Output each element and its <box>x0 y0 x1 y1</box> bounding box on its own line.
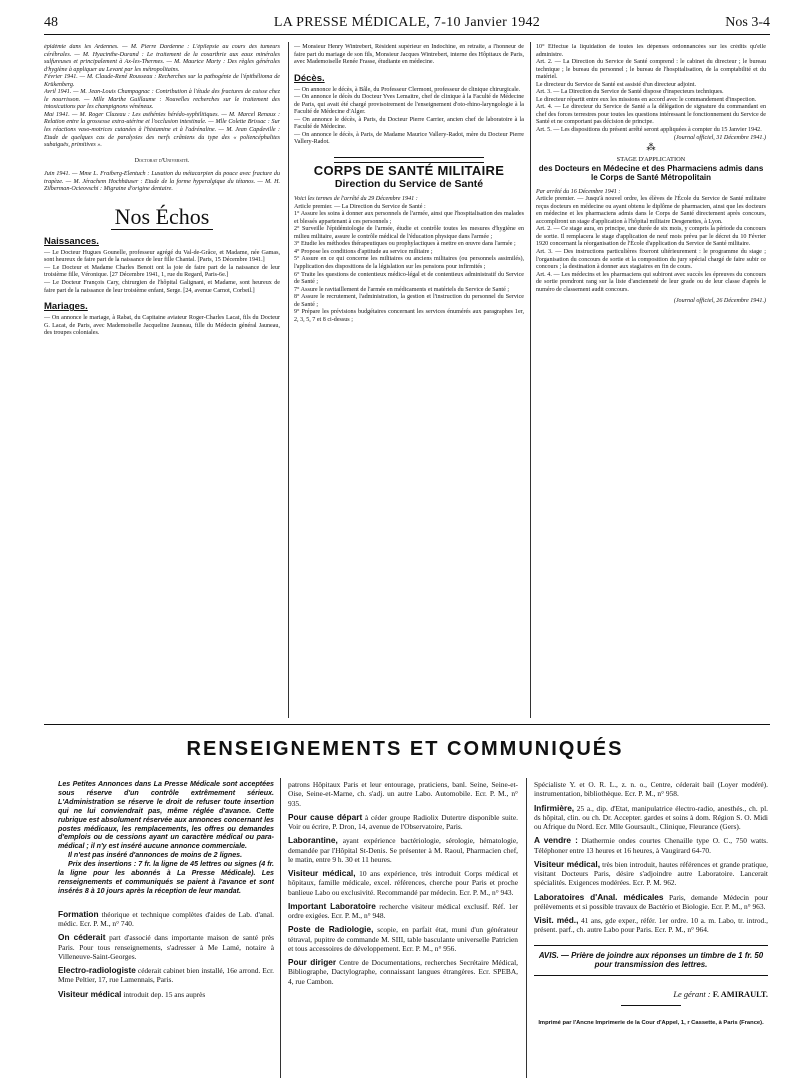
classified-ad: Visit. méd., 41 ans, gde exper., référ. 1er ordre. 10 a. m. Labo, tr. introd., présent. parf., ch. autre Labo pour Paris. Ecr. P. M., n° 964. <box>534 915 768 935</box>
ads-column-3 <box>534 780 768 1080</box>
stage-title: STAGE D'APPLICATION <box>616 155 686 163</box>
announcement: — On annonce le décès du Docteur Yves Lemaitre, chef de clinique à la Faculté de Médecine de Paris, qui avait été chargé provisoirement de l'enseignement d'oto-rhino-laryngologie à la Faculté de Médecine d'Alger. <box>294 94 524 116</box>
asterism: ⁂ <box>646 142 656 153</box>
ads-intro: Il n'est pas inséré d'annonces de moins de 2 lignes. <box>68 851 243 860</box>
imprint: Imprimé par l'Ancne Imprimerie de la Cour d'Appel, 1, r Cassette, à Paris (France). <box>538 1019 764 1026</box>
classified-ad: Laborantine, ayant expérience bactériologie, sérologie, hématologie, demandée par l'Hôpital St-Denis. Se présenter à M. Raoul, Pharmacien chef, le matin, entre 9 h. 30 et 11 heures. <box>288 835 518 864</box>
nos-echos-title: Nos Échos <box>44 204 280 230</box>
ads-column-2 <box>288 780 518 1080</box>
section-divider <box>44 724 770 725</box>
journal-title: LA PRESSE MÉDICALE, 7-10 Janvier 1942 <box>273 15 541 30</box>
paragraph: Juin 1941. — Mme L. Fraiberg-Elentuch : Luxation du métacarpien du pouce avec fracture du trapèze. — M. Jérachem Hochhäuser : Etude de la forme hyperalgique du tétanos. — M. H. Zilberman-Ocieovschi : Migraine d'origine dentaire. <box>44 171 280 193</box>
corps-sante-title: CORPS DE SANTÉ MILITAIRE <box>313 163 505 179</box>
classified-ad: On céderait part d'associé dans importante maison de santé près Paris. Pour tous renseignements, s'adresser à Me Lamé, notaire à Villeneuve-Saint-Georges. <box>58 932 274 961</box>
list-item: 2° Surveille l'épidémiologie de l'armée, étudie et contrôle toutes les mesures d'hygiène en milieu militaire, assure le contrôle médical de l'éducation physique dans l'armée ; <box>294 226 524 240</box>
announcement: — On annonce le mariage, à Rabat, du Capitaine aviateur Roger-Charles Lacat, fils du Docteur G. Lacat, de Paris, avec Mademoiselle Jacqueline Jauneau, fille du Médecin général Jauneau, des troupes coloniales. <box>44 315 280 337</box>
renseignements-title: RENSEIGNEMENTS ET COMMUNIQUÉS <box>186 738 624 760</box>
list-item: 7° Assure le ravitaillement de l'armée en médicaments et matériels du Service de Santé ; <box>294 286 510 293</box>
paragraph: Art. 2. — La Direction du Service de Santé comprend : le cabinet du directeur ; le bureau technique ; le bureau du personnel ; le bureau de l'hospitalisation, de la comptabilité et du matériel. <box>536 59 766 81</box>
column-2 <box>294 44 524 720</box>
paragraph: Voici les termes de l'arrêté du 29 Décembre 1941 : <box>294 196 418 203</box>
column-divider <box>288 42 289 718</box>
column-divider <box>530 42 531 718</box>
gerant-signature: Le gérant : F. AMIRAULT. <box>673 989 768 999</box>
page-header <box>44 12 770 35</box>
announcement: — Le Docteur Hugues Gounelle, professeur agrégé du Val-de-Grâce, et Madame, née Gamas, sont heureux de faire part de la naissance de leur fille Chantal. [Paris, 15 Décembre 1941.] <box>44 249 280 264</box>
paragraph: Art. 4. — Les médecins et les pharmaciens qui subiront avec succès les épreuves du concours de sortie prendront rang sur la liste d'ancienneté de leur grade ou de leur classe d'après le numéro de classement audit concours. <box>536 271 766 293</box>
classified-ad: Infirmière, 25 a., dip. d'Etat, manipulatrice électro-radio, anesthés., ch. pl. ds hôpital, clin. ou ch. Dr. Accepter. gardes et soins à dom. Région S. O. Midi ou Afrique du Nord. Ecr. Mlle Goursault., Clinique, Fleurance (Gers). <box>534 802 768 831</box>
divider <box>334 157 484 158</box>
paragraph: épidémie dans les Ardennes. — M. Pierre Dardenne : L'épilepsie au cours des tumeurs cérébrales. — M. Hyacinthe-Durand : Le traitement de la coxarthrie aux eaux minérales sulfureuses et principalement à Ax-les-Thermes. — M. Maurice Marty : Des règles générales d'hygiène à appliquer au Levant par les métropolitains. <box>44 44 280 73</box>
ads-column-1 <box>58 780 274 1080</box>
list-item: 1° Assure les soins à donner aux personnels de l'armée, ainsi que l'hospitalisation des malades et blessés appartenant à ces personnels ; <box>294 211 524 225</box>
paragraph: Art. 5. — Les dispositions du présent arrêté seront appliquées à compter du 15 Janvier 1942. <box>536 127 762 134</box>
ads-intro: Prix des insertions : 7 fr. la ligne de 45 lettres ou signes (4 fr. la ligne pour les abonnés à La Presse Médicale). Les renseignements et communiqués se paient à l'avance et sont insérés 8 à 10 jours après la réception de leur mandat. <box>58 860 274 895</box>
page-number: 48 <box>44 15 58 30</box>
paragraph: Art. 3. — La Direction du Service de Santé dispose d'inspecteurs techniques. <box>536 89 724 96</box>
column-divider <box>526 778 527 1078</box>
classified-ad: Poste de Radiologie, scopie, en parfait état, muni d'un générateur tétraval, pupitre de commande M. SIII, table basculante universelle Patricien et tous accessoires de développement. Ecr. P. M., n° 956. <box>288 924 518 953</box>
paragraph: Art. 4. — Le directeur du Service de Santé a la délégation de signature du commandant en chef des forces terrestres pour toutes les questions intéressant le fonctionnement du Service de Santé et ne comportant pas décision de principe. <box>536 104 766 126</box>
paragraph: Le directeur du Service de Santé est assisté d'un directeur adjoint. <box>536 81 696 88</box>
paragraph: Mai 1941. — M. Roger Cluzeau : Les asthénies hérédo-syphilitiques. — M. Marcel Renaux : Relation entre la grossesse extra-utérine et l'occlusion intestinale. — Mlle Colette Brissac : Sur les réactions vaso-motrices cutanées à l'histamine et à l'adrénaline. — M. Jean Capdeville : Etude de quelques cas de paralysies des nerfs crâniens du type des « poliencéphalites subaiguës, primitives ». <box>44 111 280 149</box>
classified-ad: Visiteur médical, très bien introduit, hautes références et grande pratique, visitant Docteurs Paris, désire s'adjoindre autre Laboratoire. Lancerait spécialités. Exigences modérées. Ecr. P. M. 962. <box>534 858 768 888</box>
announcement: — Le Docteur François Cary, chirurgien de l'hôpital Galignani, et Madame, sont heureux de faire part de la naissance de leur troisième enfant, Serge. [24, avenue Carnot, Corbeil.] <box>44 280 280 294</box>
classified-ad: Spécialiste Y. et O. R. L., z. n. o., Centre, céderait bail (Loyer modéré). instrumentation, bibliothèque. Ecr. P. M., n° 958. <box>534 780 768 799</box>
classified-ad: Visiteur médical introduit dep. 15 ans auprès <box>58 988 206 999</box>
list-item: 5° Assure en ce qui concerne les militaires ou anciens militaires (ou personnels assimilés), l'application des dispositions de la législation sur les pensions pour infirmités ; <box>294 256 524 271</box>
paragraph: Article premier. — La Direction du Service de Santé : <box>294 203 426 210</box>
column-3 <box>536 44 766 720</box>
classified-ad: Visiteur médical, 10 ans expérience, très introduit Corps médical et hôpitaux, famille médicale, excel. références, cherche pour Paris et proche banlieue Labo ou exclusivité. Recommandé par médecin. Ecr. P. M., n° 943. <box>288 868 518 897</box>
classified-ad: Pour diriger Centre de Documentations, recherches Secrétaire Médical, Bibliographe, Dactylographe, connaissant langues étrangères. Ecr. SPEBA, 4, rue Cambon. <box>288 957 518 986</box>
source-citation: (Journal officiel, 31 Décembre 1941.) <box>673 134 766 141</box>
stage-heading: des Docteurs en Médecine et des Pharmaciens admis dans le Corps de Santé Métropolitain <box>538 164 764 183</box>
announcement: — On annonce le décès, à Paris, du Docteur Pierre Carrier, ancien chef de laboratoire à la Faculté de Médecine. <box>294 116 524 131</box>
classified-ad: Formation théorique et technique complètes d'aides de Lab. d'anal. médic. Ecr. P. M., n° 740. <box>58 908 274 929</box>
list-item: 10° Effectue la liquidation de toutes les dépenses ordonnancées sur les crédits qu'elle administre. <box>536 44 766 58</box>
paragraph: Article premier. — Jusqu'à nouvel ordre, les élèves de l'École du Service de Santé militaire reçus docteurs en médecine ou ayant obtenu le diplôme de pharmacien, ainsi que les docteurs en médecine et les pharmaciens admis dans le Corps de Santé directement après concours, accompliront un stage d'application à l'hôpital militaire Desgenettes, à Lyon. <box>536 196 766 225</box>
list-item: 8° Assure le recrutement, l'administration, la gestion et l'instruction du personnel du Service de Santé ; <box>294 294 524 308</box>
paragraph: Le directeur répartit entre eux les missions en accord avec le commandement d'inspection. <box>536 96 757 103</box>
deces-heading: Décès. <box>294 72 325 84</box>
source-citation: (Journal officiel, 26 Décembre 1941.) <box>673 298 766 305</box>
classified-ad: Pour cause départ à céder groupe Radiolix Dutertre disponible suite. Voir ou écrire, P. Dron, 14, avenue de l'Observatoire, Paris. <box>288 811 518 831</box>
list-item: 9° Prépare les prévisions budgétaires concernant les services énumérés aux paragraphes 1er, 2, 3, 5, 7 et 8 ci-dessus ; <box>294 309 524 323</box>
announcement: — On annonce le décès, à Paris, de Madame Maurice Vallery-Radot, mère du Docteur Pierre Vallery-Radot. <box>294 131 524 146</box>
classified-ad: A vendre : Diathermie ondes courtes Chenaille type O. C., 750 watts. Téléphoner entre 13 heures et 16 heures, à Vaugirard 64-70. <box>534 835 768 855</box>
section-subheading: Doctorat d'Université. <box>134 157 190 164</box>
list-item: 4° Propose les conditions d'aptitude au service militaire ; <box>294 248 433 255</box>
classified-ad: Laboratoires d'Anal. médicales Paris, demande Médecin pour prélèvements et si possible travaux de Bactério et Biologie. Ecr. P. M., n° 963. <box>534 891 768 911</box>
direction-subtitle: Direction du Service de Santé <box>334 177 484 190</box>
classified-ad: patrons Hôpitaux Paris et leur entourage, praticiens, banl. Seine, Seine-et-Oise, Seine-et-Marne, ch. s'adj. un autre Labo. Automobile. Ecr. P. M., n° 935. <box>288 780 518 808</box>
announcement: — Monsieur Henry Wintrebert, Résident supérieur en Indochine, en retraite, a l'honneur de faire part du mariage de son fils, Monsieur Jacques Wintrebert, interne des Hôpitaux de Paris, avec Mademoiselle Renée Frasse, étudiante en médecine. <box>294 44 524 66</box>
paragraph: Art. 2. — Ce stage aura, en principe, une durée de six mois, y compris la période du concours de sortie. Il remplacera le stage d'application de neuf mois prévu par le décret du 10 Février 1920 concernant la réorganisation de l'École d'application du Service de Santé militaire. <box>536 226 766 248</box>
naissances-heading: Naissances. <box>44 235 99 247</box>
mariages-heading: Mariages. <box>44 301 88 313</box>
avis-notice: AVIS. — Prière de joindre aux réponses un timbre de 1 fr. 50 pour transmission des lettres. <box>534 945 768 976</box>
paragraph: Art. 3. — Des instructions particulières fixeront ultérieurement : le programme du stage ; l'organisation du concours de sortie et la composition du jury spécial chargé de faire subir ce concours ; la destination à donner aux stagiaires en fin de cours. <box>536 248 766 271</box>
column-divider <box>280 778 281 1078</box>
paragraph: Avril 1941. — M. Jean-Louis Champagnac : Contribution à l'étude des fractures de cuisse chez le nourrisson. — Mlle Marthe Guillaume : Nouvelles recherches sur le traitement des intoxications par les champignons vénéneux. <box>44 89 280 111</box>
classified-ad: Important Laboratoire recherche visiteur médical exclusif. Réf. 1er ordre exigées. Ecr. P. M., n° 948. <box>288 900 518 920</box>
paragraph: Février 1941. — M. Claude-René Rousseau : Recherches sur la pathogénie de l'épithélioma de Krükenberg. <box>44 74 280 88</box>
classified-ad: Electro-radiologiste céderait cabinet bien installé, 16e arrond. Ecr. Mme Peltier, 17, rue Lamennais, Paris. <box>58 965 274 985</box>
ads-intro: Les Petites Annonces dans La Presse Médicale sont acceptées sous réserve d'un contrôle extrêmement sérieux. L'Administration se réserve le droit de refuser toute insertion qui ne lui conviendrait pas, même réglée d'avance. Cette rubrique est absolument réservée aux annonces concernant les postes médicaux, les remplacements, les offres ou demandes d'emplois ou de cessions ayant un caractère médical ou para-médical ; il n'y est inséré aucune annonce commerciale. <box>58 780 274 851</box>
issue-number: Nos 3-4 <box>725 15 770 30</box>
column-1 <box>44 44 280 720</box>
paragraph: Par arrêté du 16 Décembre 1941 : <box>536 188 621 195</box>
list-item: 6° Traite les questions de contentieux médico-légal et de contentieux administratif du Service de Santé ; <box>294 271 524 286</box>
announcement: — Le Docteur et Madame Charles Benoit ont la joie de faire part de la naissance de leur troisième fille, Véronique. [27 Décembre 1941, 1, rue du Regard, Paris-6e.] <box>44 264 280 279</box>
announcement: — On annonce le décès, à Bâle, du Professeur Clermont, professeur de clinique chirurgicale. <box>294 86 521 93</box>
divider <box>621 1005 681 1006</box>
list-item: 3° Etudie les méthodes thérapeutiques ou prophylactiques à mettre en œuvre dans l'armée ; <box>294 241 516 248</box>
